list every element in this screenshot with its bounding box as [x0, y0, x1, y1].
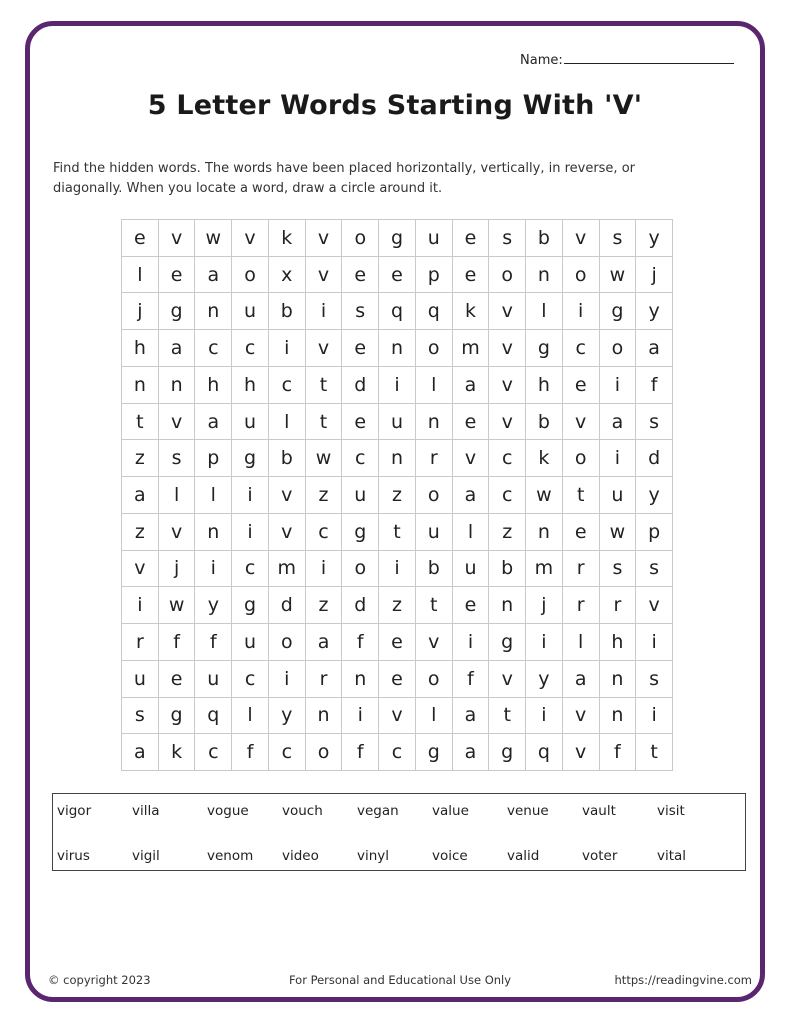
grid-cell[interactable]: c [306, 514, 343, 551]
grid-cell[interactable]: c [489, 477, 526, 514]
grid-cell[interactable]: g [489, 734, 526, 771]
grid-cell[interactable]: c [269, 367, 306, 404]
grid-cell[interactable]: u [232, 624, 269, 661]
grid-cell[interactable]: l [416, 698, 453, 735]
grid-cell[interactable]: o [563, 257, 600, 294]
grid-cell[interactable]: i [526, 698, 563, 735]
word-list-item: vault [582, 803, 616, 819]
word-list-item: visit [657, 803, 685, 819]
grid-cell[interactable]: c [489, 440, 526, 477]
grid-cell[interactable]: f [232, 734, 269, 771]
grid-cell[interactable]: n [379, 330, 416, 367]
grid-cell[interactable]: r [306, 661, 343, 698]
word-list-item: villa [132, 803, 160, 819]
word-list-item: video [282, 848, 319, 864]
grid-cell[interactable]: o [342, 551, 379, 588]
grid-cell[interactable]: e [342, 330, 379, 367]
word-list-item: voice [432, 848, 468, 864]
grid-cell[interactable]: c [195, 734, 232, 771]
grid-cell[interactable]: k [526, 440, 563, 477]
grid-cell[interactable]: t [122, 404, 159, 441]
grid-cell[interactable]: b [526, 404, 563, 441]
grid-cell[interactable]: h [195, 367, 232, 404]
word-list-item: voter [582, 848, 618, 864]
grid-cell[interactable]: u [416, 514, 453, 551]
grid-cell[interactable]: a [453, 477, 490, 514]
grid-cell[interactable]: o [416, 330, 453, 367]
grid-cell[interactable]: g [379, 220, 416, 257]
grid-cell[interactable]: z [122, 514, 159, 551]
grid-cell[interactable]: n [195, 293, 232, 330]
grid-cell[interactable]: z [306, 477, 343, 514]
grid-cell[interactable]: g [232, 587, 269, 624]
grid-cell[interactable]: v [306, 220, 343, 257]
grid-cell[interactable]: l [453, 514, 490, 551]
grid-cell[interactable]: a [306, 624, 343, 661]
grid-cell[interactable]: j [159, 551, 196, 588]
grid-cell[interactable]: o [563, 440, 600, 477]
grid-cell[interactable]: i [600, 440, 637, 477]
grid-cell[interactable]: t [306, 404, 343, 441]
grid-cell[interactable]: n [416, 404, 453, 441]
grid-cell[interactable]: v [269, 477, 306, 514]
grid-cell[interactable]: h [232, 367, 269, 404]
grid-cell[interactable]: v [489, 404, 526, 441]
grid-cell[interactable]: v [453, 440, 490, 477]
grid-cell[interactable]: m [526, 551, 563, 588]
grid-cell[interactable]: s [489, 220, 526, 257]
grid-cell[interactable]: c [195, 330, 232, 367]
word-list-item: vegan [357, 803, 399, 819]
grid-cell[interactable]: i [232, 477, 269, 514]
grid-cell[interactable]: z [489, 514, 526, 551]
grid-cell[interactable]: n [195, 514, 232, 551]
name-blank-line[interactable] [564, 52, 734, 64]
grid-cell[interactable]: s [159, 440, 196, 477]
grid-cell[interactable]: u [232, 404, 269, 441]
grid-cell[interactable]: v [563, 734, 600, 771]
grid-cell[interactable]: j [636, 257, 673, 294]
grid-cell[interactable]: e [159, 661, 196, 698]
grid-cell[interactable]: e [453, 404, 490, 441]
grid-cell[interactable]: n [342, 661, 379, 698]
grid-cell[interactable]: b [269, 293, 306, 330]
grid-cell[interactable]: e [342, 404, 379, 441]
grid-cell[interactable]: o [342, 220, 379, 257]
grid-cell[interactable]: a [122, 734, 159, 771]
grid-cell[interactable]: c [232, 661, 269, 698]
grid-cell[interactable]: y [636, 293, 673, 330]
grid-cell[interactable]: a [122, 477, 159, 514]
grid-cell[interactable]: m [269, 551, 306, 588]
grid-cell[interactable]: f [342, 624, 379, 661]
grid-cell[interactable]: t [563, 477, 600, 514]
grid-cell[interactable]: u [453, 551, 490, 588]
grid-cell[interactable]: x [269, 257, 306, 294]
grid-cell[interactable]: b [416, 551, 453, 588]
grid-cell[interactable]: w [195, 220, 232, 257]
grid-cell[interactable]: i [379, 367, 416, 404]
grid-cell[interactable]: d [636, 440, 673, 477]
grid-cell[interactable]: e [563, 367, 600, 404]
grid-cell[interactable]: l [232, 698, 269, 735]
grid-cell[interactable]: s [636, 661, 673, 698]
grid-cell[interactable]: v [563, 220, 600, 257]
grid-cell[interactable]: k [453, 293, 490, 330]
grid-cell[interactable]: n [489, 587, 526, 624]
grid-cell[interactable]: v [563, 698, 600, 735]
grid-cell[interactable]: c [232, 551, 269, 588]
page-title: 5 Letter Words Starting With 'V' [147, 90, 643, 121]
grid-cell[interactable]: w [526, 477, 563, 514]
grid-cell[interactable]: u [195, 661, 232, 698]
grid-cell[interactable]: n [159, 367, 196, 404]
grid-cell[interactable]: s [636, 551, 673, 588]
grid-cell[interactable]: o [232, 257, 269, 294]
grid-cell[interactable]: r [416, 440, 453, 477]
grid-cell[interactable]: a [453, 698, 490, 735]
grid-cell[interactable]: a [195, 404, 232, 441]
grid-cell[interactable]: l [159, 477, 196, 514]
grid-cell[interactable]: m [453, 330, 490, 367]
word-list-item: valid [507, 848, 540, 864]
grid-cell[interactable]: o [489, 257, 526, 294]
grid-cell[interactable]: v [379, 698, 416, 735]
grid-cell[interactable]: o [269, 624, 306, 661]
grid-cell[interactable]: z [379, 587, 416, 624]
grid-cell[interactable]: t [636, 734, 673, 771]
grid-cell[interactable]: o [416, 477, 453, 514]
grid-cell[interactable]: c [342, 440, 379, 477]
grid-cell[interactable]: q [416, 293, 453, 330]
grid-cell[interactable]: b [489, 551, 526, 588]
grid-cell[interactable]: r [563, 551, 600, 588]
grid-cell[interactable]: v [489, 330, 526, 367]
grid-cell[interactable]: i [636, 698, 673, 735]
grid-cell[interactable]: l [195, 477, 232, 514]
grid-cell[interactable]: f [636, 367, 673, 404]
word-list-item: vigil [132, 848, 160, 864]
grid-cell[interactable]: i [306, 551, 343, 588]
word-list-item: vouch [282, 803, 323, 819]
grid-cell[interactable]: n [526, 514, 563, 551]
grid-cell[interactable]: e [379, 257, 416, 294]
grid-cell[interactable]: a [195, 257, 232, 294]
grid-cell[interactable]: q [195, 698, 232, 735]
grid-cell[interactable]: q [379, 293, 416, 330]
grid-cell[interactable]: g [600, 293, 637, 330]
grid-cell[interactable]: v [306, 330, 343, 367]
grid-cell[interactable]: c [563, 330, 600, 367]
word-search-grid [121, 219, 673, 771]
grid-cell[interactable]: s [636, 404, 673, 441]
grid-cell[interactable]: u [122, 661, 159, 698]
grid-cell[interactable]: f [342, 734, 379, 771]
grid-cell[interactable]: y [195, 587, 232, 624]
grid-cell[interactable]: t [306, 367, 343, 404]
grid-cell[interactable]: s [122, 698, 159, 735]
usage-text: For Personal and Educational Use Only [288, 973, 512, 987]
grid-cell[interactable]: n [600, 661, 637, 698]
grid-cell[interactable]: i [195, 551, 232, 588]
grid-cell[interactable]: i [379, 551, 416, 588]
grid-cell[interactable]: v [489, 367, 526, 404]
grid-cell[interactable]: a [636, 330, 673, 367]
grid-cell[interactable]: u [600, 477, 637, 514]
grid-cell[interactable]: a [453, 734, 490, 771]
grid-cell[interactable]: h [600, 624, 637, 661]
grid-cell[interactable]: f [195, 624, 232, 661]
grid-cell[interactable]: v [489, 293, 526, 330]
grid-cell[interactable]: k [269, 220, 306, 257]
grid-cell[interactable]: s [342, 293, 379, 330]
copyright-text: © copyright 2023 [48, 973, 151, 987]
grid-cell[interactable]: v [159, 514, 196, 551]
site-url[interactable]: https://readingvine.com [614, 973, 752, 987]
grid-cell[interactable]: v [306, 257, 343, 294]
grid-cell[interactable]: o [306, 734, 343, 771]
grid-cell[interactable]: f [600, 734, 637, 771]
grid-cell[interactable]: r [563, 587, 600, 624]
grid-cell[interactable]: o [600, 330, 637, 367]
grid-cell[interactable]: g [416, 734, 453, 771]
name-label: Name: [520, 53, 563, 68]
grid-cell[interactable]: j [526, 587, 563, 624]
grid-cell[interactable]: z [306, 587, 343, 624]
grid-cell[interactable]: i [453, 624, 490, 661]
grid-cell[interactable]: w [600, 257, 637, 294]
grid-cell[interactable]: g [159, 293, 196, 330]
grid-cell[interactable]: h [526, 367, 563, 404]
grid-cell[interactable]: v [122, 551, 159, 588]
grid-cell[interactable]: a [453, 367, 490, 404]
grid-cell[interactable]: z [379, 477, 416, 514]
grid-cell[interactable]: e [122, 220, 159, 257]
grid-cell[interactable]: n [379, 440, 416, 477]
grid-cell[interactable]: n [306, 698, 343, 735]
grid-cell[interactable]: e [342, 257, 379, 294]
grid-cell[interactable]: c [269, 734, 306, 771]
grid-cell[interactable]: y [269, 698, 306, 735]
word-list-item: virus [57, 848, 90, 864]
word-list-item: vital [657, 848, 687, 864]
instructions-text: Find the hidden words. The words have been placed horizontally, vertically, in reverse, or diagonally. When you locate a word, draw a circle around it. [53, 161, 635, 196]
grid-cell[interactable]: c [379, 734, 416, 771]
grid-cell[interactable]: c [232, 330, 269, 367]
grid-cell[interactable]: r [122, 624, 159, 661]
grid-cell[interactable]: p [195, 440, 232, 477]
word-list-item: venue [507, 803, 549, 819]
grid-cell[interactable]: i [342, 698, 379, 735]
grid-cell[interactable]: z [122, 440, 159, 477]
grid-cell[interactable]: i [269, 330, 306, 367]
grid-cell[interactable]: g [526, 330, 563, 367]
word-list-row-2 [57, 848, 732, 864]
grid-cell[interactable]: g [342, 514, 379, 551]
word-list-box [52, 793, 746, 871]
grid-cell[interactable]: n [526, 257, 563, 294]
grid-cell[interactable]: d [342, 587, 379, 624]
grid-cell[interactable]: b [269, 440, 306, 477]
grid-cell[interactable]: a [563, 661, 600, 698]
grid-cell[interactable]: g [232, 440, 269, 477]
grid-cell[interactable]: g [159, 698, 196, 735]
grid-cell[interactable]: l [563, 624, 600, 661]
word-list-row-1 [57, 803, 732, 819]
grid-cell[interactable]: w [600, 514, 637, 551]
grid-cell[interactable]: i [232, 514, 269, 551]
grid-cell[interactable]: u [342, 477, 379, 514]
grid-cell[interactable]: l [526, 293, 563, 330]
grid-cell[interactable]: t [489, 698, 526, 735]
grid-cell[interactable]: j [122, 293, 159, 330]
grid-cell[interactable]: i [526, 624, 563, 661]
grid-cell[interactable]: n [122, 367, 159, 404]
grid-cell[interactable]: s [600, 220, 637, 257]
grid-cell[interactable]: a [600, 404, 637, 441]
grid-cell[interactable]: v [416, 624, 453, 661]
grid-cell[interactable]: k [159, 734, 196, 771]
grid-cell[interactable]: o [416, 661, 453, 698]
grid-cell[interactable]: y [636, 477, 673, 514]
grid-cell[interactable]: e [159, 257, 196, 294]
grid-cell[interactable]: i [269, 661, 306, 698]
grid-cell[interactable]: i [306, 293, 343, 330]
grid-cell[interactable]: t [416, 587, 453, 624]
grid-cell[interactable]: u [379, 404, 416, 441]
grid-cell[interactable]: p [636, 514, 673, 551]
grid-cell[interactable]: w [306, 440, 343, 477]
grid-cell[interactable]: i [122, 587, 159, 624]
grid-cell[interactable]: v [232, 220, 269, 257]
grid-cell[interactable]: e [453, 257, 490, 294]
grid-cell[interactable]: i [563, 293, 600, 330]
grid-cell[interactable]: u [416, 220, 453, 257]
word-list-item: vogue [207, 803, 249, 819]
grid-cell[interactable]: v [269, 514, 306, 551]
word-list-item: vigor [57, 803, 92, 819]
grid-cell[interactable]: r [600, 587, 637, 624]
grid-cell[interactable]: e [563, 514, 600, 551]
grid-cell[interactable]: f [453, 661, 490, 698]
grid-cell[interactable]: i [600, 367, 637, 404]
grid-cell[interactable]: s [600, 551, 637, 588]
grid-cell[interactable]: d [269, 587, 306, 624]
grid-cell[interactable]: v [636, 587, 673, 624]
grid-cell[interactable]: v [159, 220, 196, 257]
word-list-item: vinyl [357, 848, 390, 864]
grid-cell[interactable]: f [159, 624, 196, 661]
grid-cell[interactable]: l [122, 257, 159, 294]
word-list-item: venom [207, 848, 254, 864]
grid-cell[interactable]: l [269, 404, 306, 441]
grid-cell[interactable]: e [453, 587, 490, 624]
grid-cell[interactable]: p [416, 257, 453, 294]
grid-cell[interactable]: e [379, 624, 416, 661]
grid-cell[interactable]: n [600, 698, 637, 735]
grid-cell[interactable]: y [636, 220, 673, 257]
grid-cell[interactable]: u [232, 293, 269, 330]
grid-cell[interactable]: e [379, 661, 416, 698]
grid-cell[interactable]: q [526, 734, 563, 771]
grid-cell[interactable]: h [122, 330, 159, 367]
grid-cell[interactable]: w [159, 587, 196, 624]
grid-cell[interactable]: v [159, 404, 196, 441]
grid-cell[interactable]: l [416, 367, 453, 404]
grid-cell[interactable]: y [526, 661, 563, 698]
grid-cell[interactable]: a [159, 330, 196, 367]
grid-cell[interactable]: t [379, 514, 416, 551]
grid-cell[interactable]: v [563, 404, 600, 441]
grid-cell[interactable]: b [526, 220, 563, 257]
grid-cell[interactable]: e [453, 220, 490, 257]
grid-cell[interactable]: i [636, 624, 673, 661]
grid-cell[interactable]: v [489, 661, 526, 698]
word-list-item: value [432, 803, 469, 819]
grid-cell[interactable]: g [489, 624, 526, 661]
name-field[interactable] [520, 52, 734, 68]
grid-cell[interactable]: d [342, 367, 379, 404]
